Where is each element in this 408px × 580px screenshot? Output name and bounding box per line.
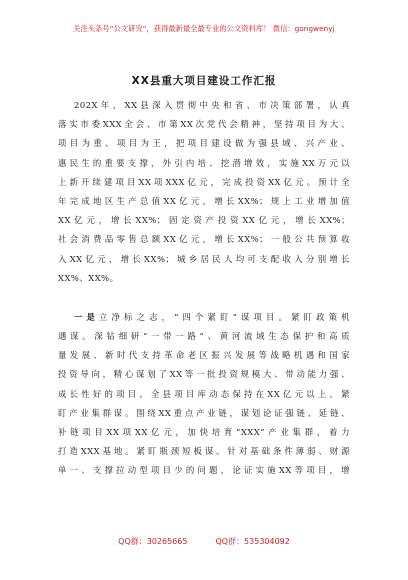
paragraph-line: 量发展、新时代支持革命老区振兴发展等战略机遇和国家 (58, 350, 350, 361)
footer-qq-group-1: QQ群：30265665 (118, 537, 188, 546)
paragraph-line: 入XX亿元，增长XX%；城乡居民人均可支配收入分别增长 (58, 253, 350, 264)
paragraph-line: 打造XXX基地。紧盯瓶颈短板谋。针对基础条件薄弱、财源 (58, 446, 350, 457)
paragraph-line: 项目为重、项目为王，把项目建设做为强县域、兴产业、 (58, 138, 350, 149)
paragraph-line: 惠民生的重要支撑，外引内培、挖潜增效，实施XX万元以 (58, 157, 350, 168)
header-banner: 关注头条号“公文研究”，获得最新最全最专业的公文资料库！ 微信：gongwenyj (73, 24, 335, 33)
paragraph-line: 落实市委XXX全会、市第XX次党代会精神，坚持项目为大、 (58, 119, 350, 130)
paragraph-line: 社会消费品零售总额XX亿元，增长XX%；一般公共预算收 (58, 234, 350, 245)
paragraph-line: 遇谋。深钻细研“一带一路”、黄河流域生态保护和高质 (58, 331, 350, 342)
paragraph-line: 202X年，XX县深入贯彻中央和省、市决策部署，认真 (74, 100, 350, 110)
paragraph-line: 年完成地区生产总值XX亿元，增长XX%；规上工业增加值 (58, 195, 350, 206)
document-body (58, 96, 350, 481)
footer (0, 536, 408, 547)
lead-phrase: 一是 (74, 311, 100, 322)
footer-qq-group-2: QQ群：535304092 (215, 537, 290, 546)
paragraph-1 (58, 96, 350, 288)
paragraph-line: 盯产业集群谋。围绕XX重点产业链，谋划论证强链、延链、 (58, 407, 350, 418)
lead-line-rest: 立净标之志，“四个紧盯”谋项目。紧盯政策机 (99, 311, 350, 322)
paragraph-line: 成长性好的项目。全县项目库动态保持在XX亿元以上。紧 (58, 388, 350, 399)
paragraph-line: XX%、XX%。 (58, 272, 119, 283)
paragraph-line: 投资导向，精心谋划了XX等一批投资规模大、带动能力强、 (58, 369, 350, 380)
document-title: XX县重大项目建设工作汇报 (131, 75, 277, 87)
paragraph-line: 上新开续建项目XX项XXX亿元，完成投资XX亿元。预计全 (58, 176, 350, 187)
paragraph-line: XX亿元，增长XX%；固定资产投资XX亿元，增长XX%； (58, 215, 350, 226)
paragraph-2 (58, 308, 350, 481)
paragraph-line: 单一、支撑拉动型项目少的问题，论证实施XX等项目，增 (58, 465, 350, 476)
paragraph-line (58, 308, 350, 327)
paragraph-spacer (58, 288, 350, 308)
paragraph-line: 补链项目XX项XX亿元，加快培育“XXX”产业集群，着力 (58, 427, 350, 437)
